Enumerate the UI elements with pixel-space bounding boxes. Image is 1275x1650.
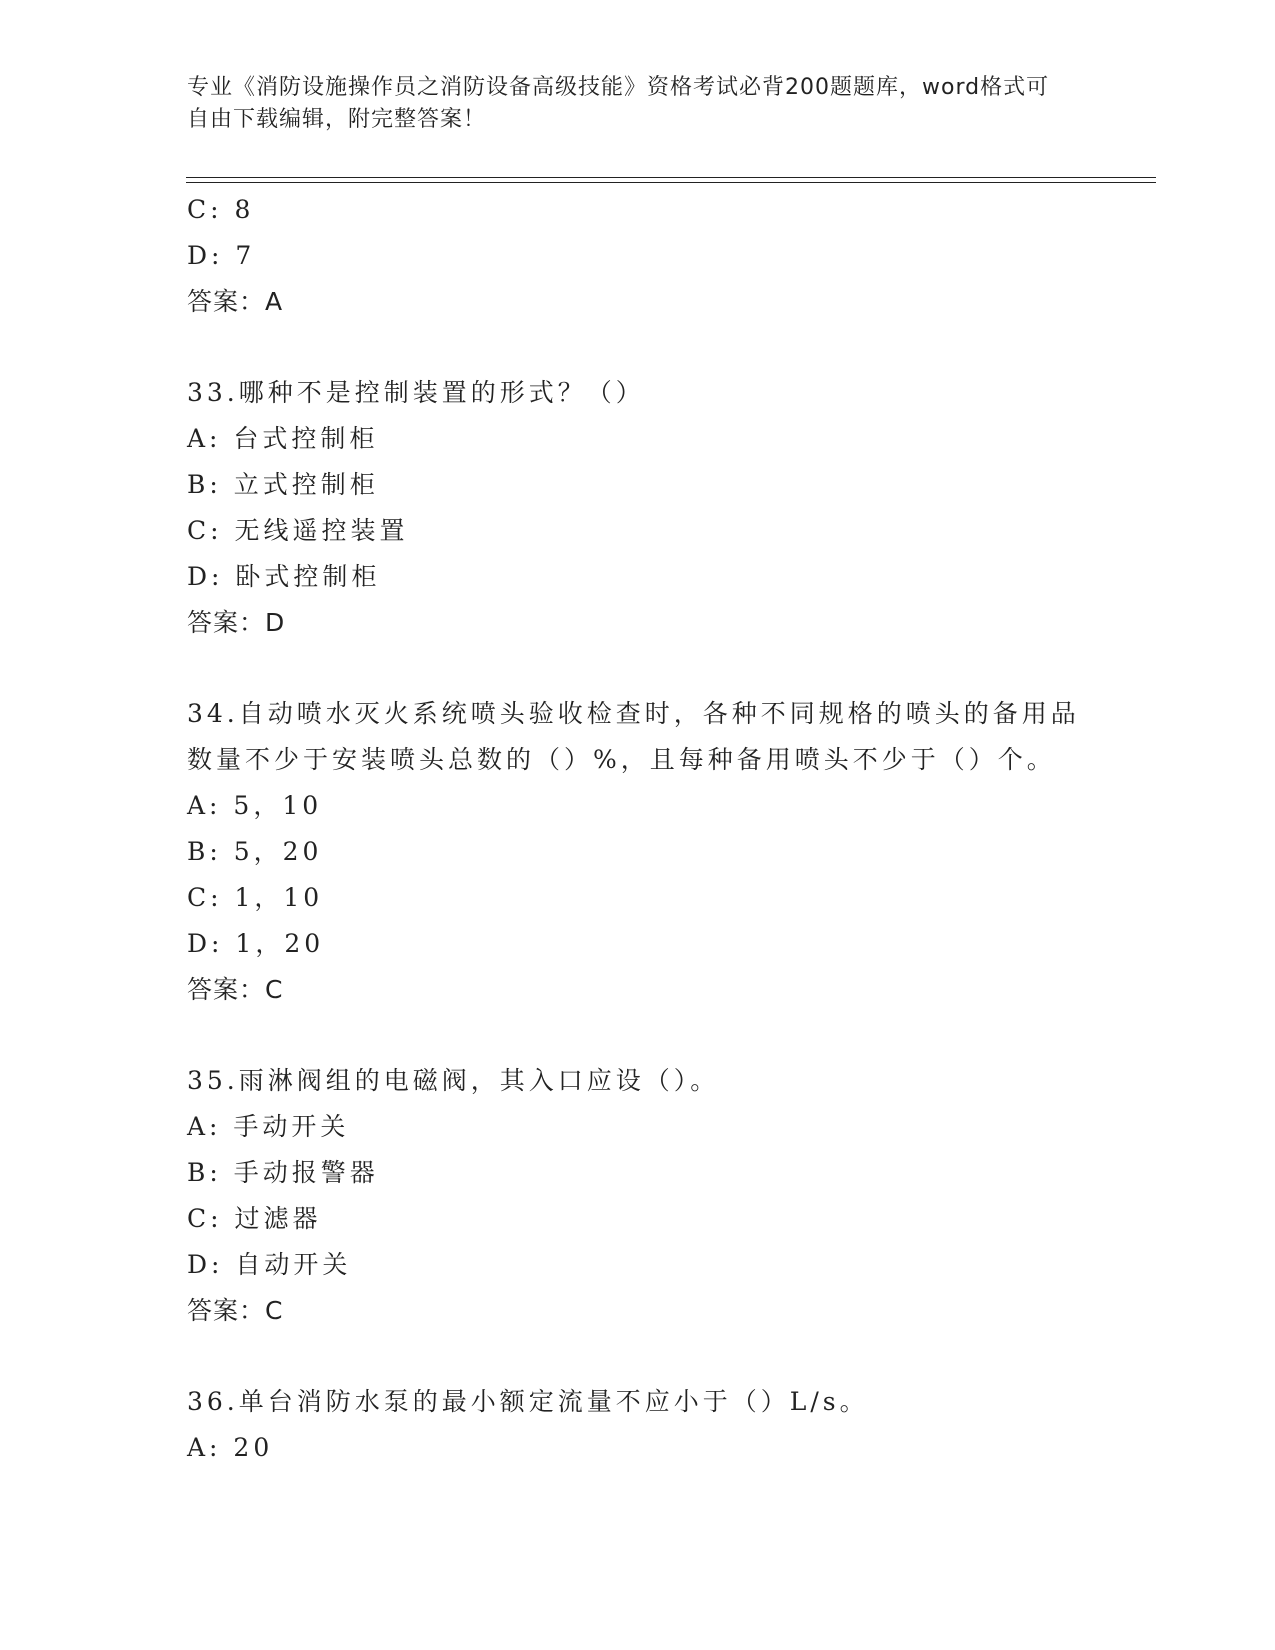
question-list (187, 187, 1087, 1471)
option-a: A: 5，10 (187, 791, 323, 820)
option-a: A: 台式控制柜 (187, 424, 379, 453)
option-d: D: 7 (187, 241, 256, 270)
question-text: 36.单台消防水泵的最小额定流量不应小于（）L/s。 (187, 1387, 869, 1416)
option-d: D: 卧式控制柜 (187, 562, 381, 591)
answer: 答案：A (187, 287, 284, 316)
option-b: B: 手动报警器 (187, 1158, 379, 1187)
question-text: 35.雨淋阀组的电磁阀，其入口应设（）。 (187, 1066, 720, 1095)
question-text: 33.哪种不是控制装置的形式？（） (187, 378, 645, 407)
option-c: C: 8 (187, 195, 255, 224)
option-c: C: 无线遥控装置 (187, 516, 409, 545)
question-32-tail (187, 187, 1087, 325)
answer: 答案：C (187, 975, 284, 1004)
option-a: A: 20 (187, 1433, 274, 1462)
header-divider-top (186, 177, 1156, 178)
option-c: C: 过滤器 (187, 1204, 322, 1233)
option-d: D: 自动开关 (187, 1250, 352, 1279)
option-b: B: 5，20 (187, 837, 323, 866)
option-c: C: 1，10 (187, 883, 324, 912)
question-36 (187, 1379, 1087, 1471)
question-33 (187, 370, 1087, 646)
option-a: A: 手动开关 (187, 1112, 350, 1141)
answer: 答案：D (187, 608, 286, 637)
question-text: 34.自动喷水灭火系统喷头验收检查时，各种不同规格的喷头的备用品数量不少于安装喷头总数的（）%，且每种备用喷头不少于（）个。 (187, 699, 1080, 774)
question-34 (187, 691, 1087, 1013)
header-divider-bottom (186, 182, 1156, 183)
option-d: D: 1，20 (187, 929, 325, 958)
answer: 答案：C (187, 1296, 284, 1325)
document-header: 专业《消防设施操作员之消防设备高级技能》资格考试必背200题题库，word格式可自由下载编辑，附完整答案！ (187, 75, 1050, 132)
question-35 (187, 1058, 1087, 1334)
option-b: B: 立式控制柜 (187, 470, 379, 499)
